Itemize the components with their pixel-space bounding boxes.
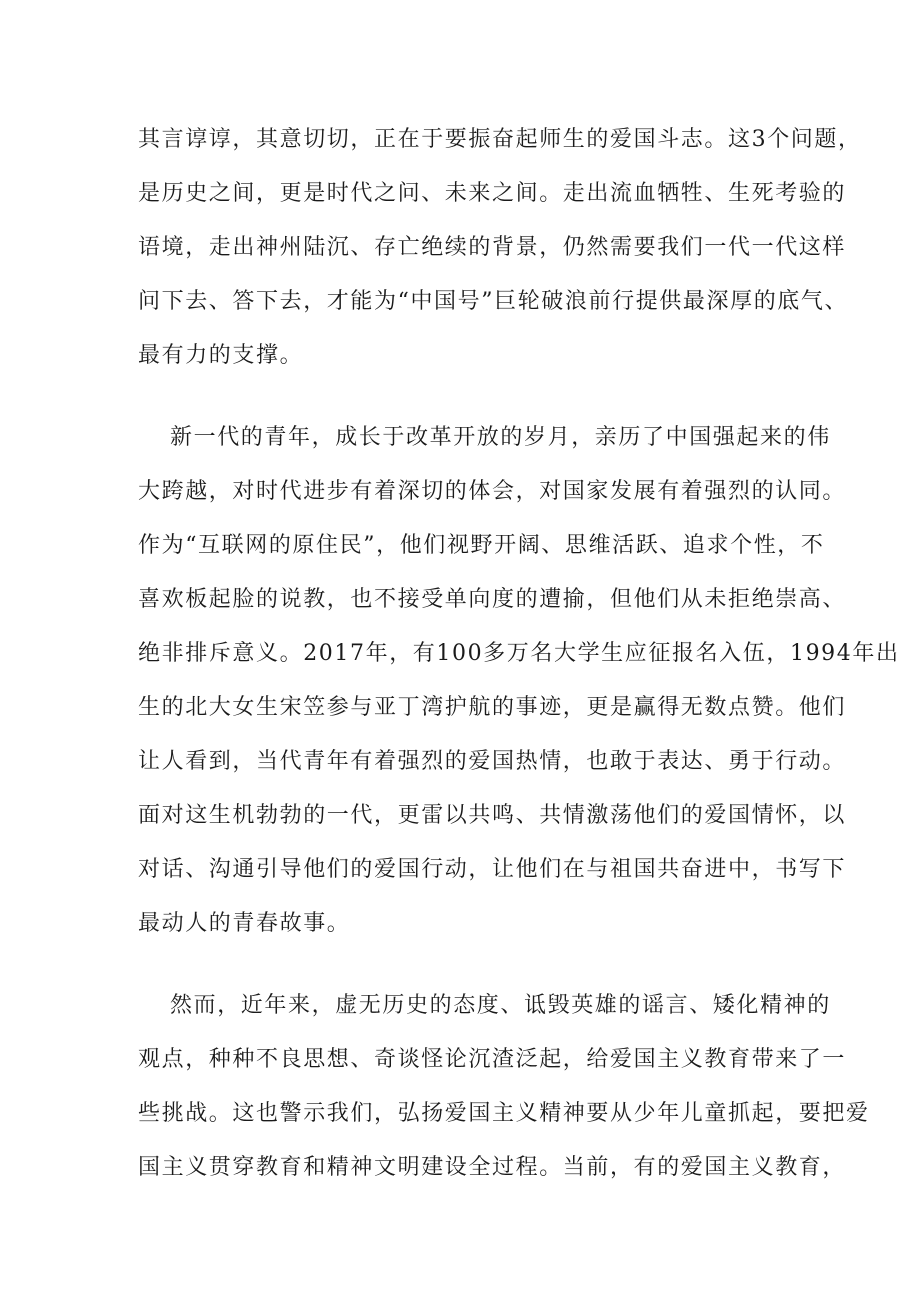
text-line: 语境，走出神州陆沉、存亡绝续的背景，仍然需要我们一代一代这样 [138,235,847,260]
text-line: 观点，种种不良思想、奇谈怪论沉渣泛起，给爱国主义教育带来了一 [138,1047,847,1072]
paragraph-1 [138,117,862,387]
paragraph-3 [138,983,870,1199]
text-line: 生的北大女生宋笠参与亚丁湾护航的事迹，更是赢得无数点赞。他们 [138,695,847,720]
paragraph-2 [138,415,900,955]
text-line: 最有力的支撑。 [138,343,304,368]
document-body [138,117,900,1227]
text-line: 新一代的青年，成长于改革开放的岁月，亲历了中国强起来的伟 [170,425,831,450]
text-line: 大跨越，对时代进步有着深切的体会，对国家发展有着强烈的认同。 [138,479,847,504]
text-line: 对话、沟通引导他们的爱国行动，让他们在与祖国共奋进中，书写下 [138,857,847,882]
text-line: 喜欢板起脸的说教，也不接受单向度的遭揄，但他们从未拒绝崇高、 [138,587,847,612]
text-line: 然而，近年来，虚无历史的态度、诋毁英雄的谣言、矮化精神的 [170,993,831,1018]
text-line: 其言谆谆，其意切切，正在于要振奋起师生的爱国斗志。这3个问题， [138,127,862,152]
text-line: 是历史之间，更是时代之问、未来之间。走出流血牺牲、生死考验的 [138,181,847,206]
text-line: 最动人的青春故事。 [138,911,351,936]
text-line: 绝非排斥意义。2017年，有100多万名大学生应征报名入伍，1994年出 [138,641,900,666]
text-line: 问下去、答下去，才能为“中国号”巨轮破浪前行提供最深厚的底气、 [138,289,849,314]
text-line: 作为“互联网的原住民”，他们视野开阔、思维活跃、追求个性，不 [138,533,825,558]
text-line: 让人看到，当代青年有着强烈的爱国热情，也敢于表达、勇于行动。 [138,749,847,774]
text-line: 些挑战。这也警示我们，弘扬爱国主义精神要从少年儿童抓起，要把爱 [138,1101,870,1126]
text-line: 面对这生机勃勃的一代，更雷以共鸣、共情激荡他们的爱国情怀，以 [138,803,847,828]
text-line: 国主义贯穿教育和精神文明建设全过程。当前，有的爱国主义教育， [138,1155,847,1180]
